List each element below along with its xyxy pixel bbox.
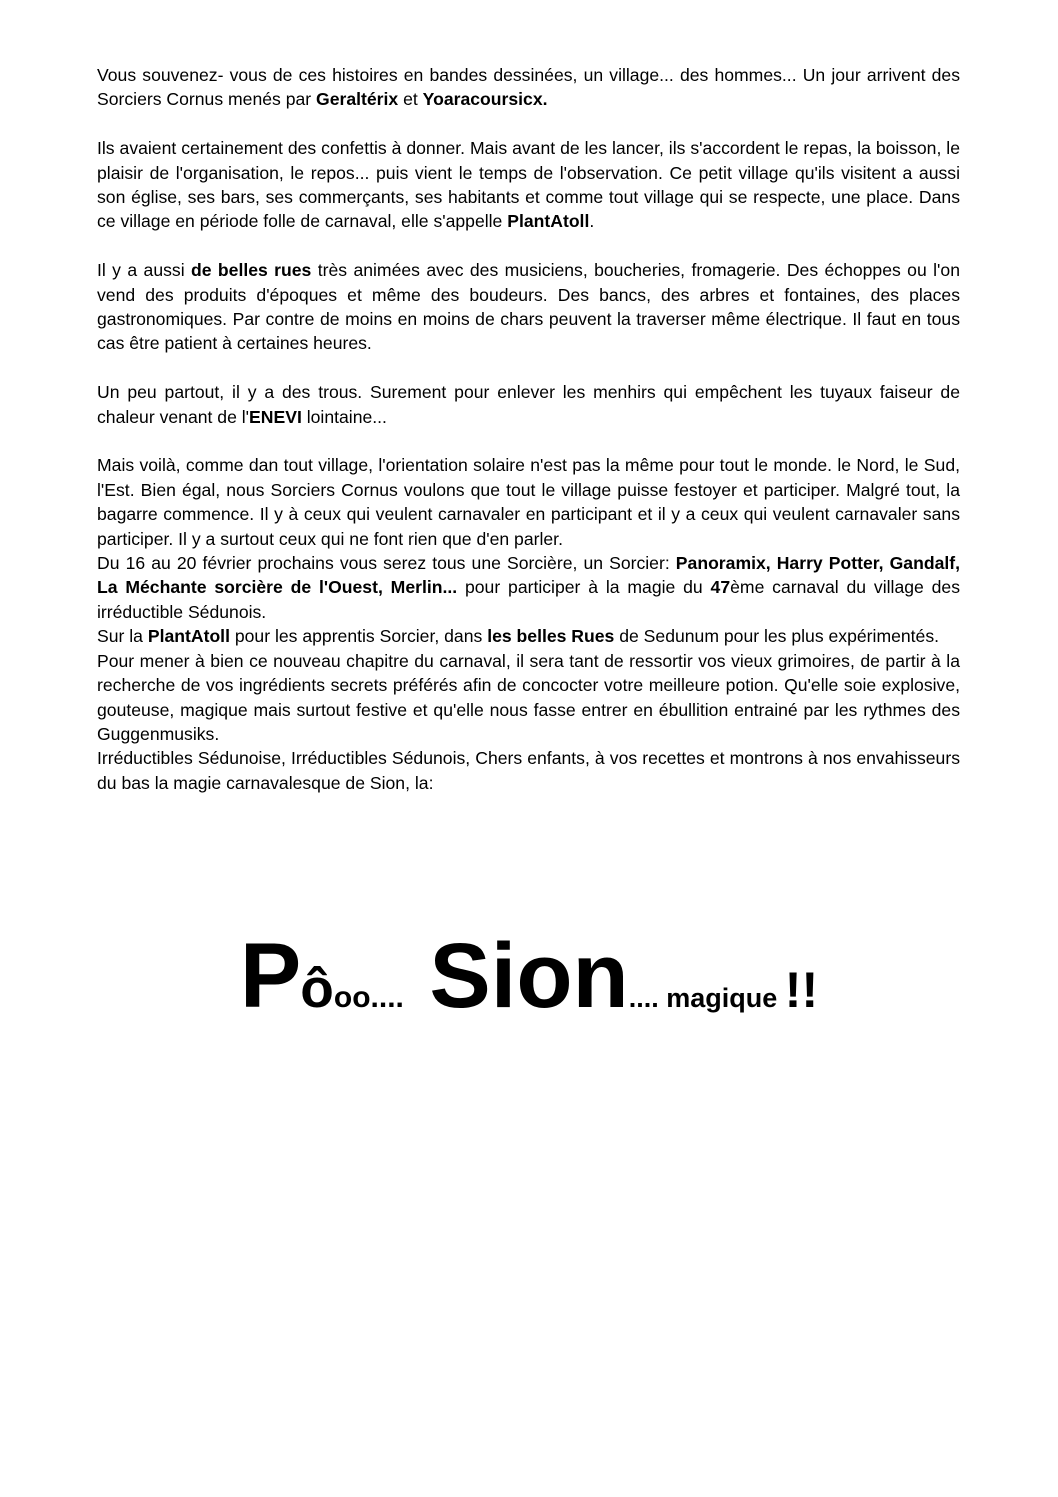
bold-enevi: ENEVI: [249, 406, 302, 427]
text-run: Il y a aussi: [97, 260, 191, 281]
text-run: pour participer à la magie du: [457, 577, 711, 598]
bold-plantatoll: PlantAtoll: [147, 626, 230, 647]
text-run: Sur la: [97, 626, 148, 647]
slogan-p: P: [239, 925, 301, 1027]
bold-plantatoll: PlantAtoll: [507, 211, 590, 232]
paragraph-lieux: [97, 624, 960, 648]
paragraph-rues: [97, 258, 960, 356]
text-run: ème carnaval du village des irréductible Sédunois.: [97, 577, 961, 622]
paragraph-intro: [97, 63, 960, 112]
paragraph-orientation: [97, 453, 960, 551]
text-run: Un peu partout, il y a des trous. Surement pour enlever les menhirs qui empêchent les tuyaux faiseur de chaleur venant de l': [97, 382, 960, 427]
text-run: très animées avec des musiciens, boucheries, fromagerie. Des échoppes ou l'on vend des produits d'époques et même des boudeurs. Des bancs, des arbres et fontaines, des places gastronomiques. Par contre de moins en moins de chars peuvent la traverser même électrique. Il faut en tous cas être patient à certaines heures.: [97, 260, 960, 354]
text-run: Irréductibles Sédunoise, Irréductibles Sédunois, Chers enfants, à vos recettes et montrons à nos envahisseurs du bas la magie carnavalesque de Sion, la:: [97, 748, 960, 793]
slogan-o-circumflex: ô: [300, 957, 334, 1019]
paragraph-dates: [97, 551, 960, 624]
paragraph-appel: [97, 746, 960, 795]
paragraph-potion: [97, 649, 960, 747]
body-text: [97, 63, 960, 795]
text-run: de Sedunum pour les plus expérimentés.: [614, 626, 940, 647]
bold-name-geralterix: Geraltérix: [316, 89, 399, 110]
text-run: Vous souvenez- vous de ces histoires en bandes dessinées, un village... des hommes... Un jour arrivent des Sorciers Cornus menés par: [97, 65, 960, 110]
bold-edition-number: 47: [710, 577, 731, 598]
bold-belles-rues: les belles Rues: [487, 626, 615, 647]
slogan-magique: .... magique: [628, 983, 785, 1013]
slogan-oo-dots: oo....: [333, 981, 404, 1014]
text-run: Ils avaient certainement des confettis à donner. Mais avant de les lancer, ils s'accordent le repas, la boisson, le plaisir de l'organisation, le repos... puis vient le temps de l'observation. Ce petit village qu'ils visitent a aussi son église, ses bars, ses commerçants, ses habitants et comme tout village qui se respecte, une place. Dans ce village en période folle de carnaval, elle s'appelle: [97, 138, 960, 232]
bold-belles-rues: de belles rues: [191, 260, 312, 281]
slogan-exclamation: !!: [784, 962, 819, 1018]
text-run: Pour mener à bien ce nouveau chapitre du carnaval, il sera tant de ressortir vos vieux grimoires, de partir à la recherche de vos ingrédients secrets préférés afin de concocter votre meilleure potion. Qu'elle soie explosive, gouteuse, magique mais surtout festive et qu'elle nous fasse entrer en ébullition entrainé par les rythmes des Guggenmusiks.: [97, 650, 960, 744]
text-run: .: [589, 211, 595, 232]
text-run: Du 16 au 20 février prochains vous serez tous une Sorcière, un Sorcier:: [97, 553, 676, 574]
text-run: lointaine...: [301, 406, 387, 427]
text-run: et: [398, 89, 423, 110]
text-run: Mais voilà, comme dan tout village, l'orientation solaire n'est pas la même pour tout le monde. le Nord, le Sud, l'Est. Bien égal, nous Sorciers Cornus voulons que tout le village puisse festoyer et participer. Malgré tout, la bagarre commence. Il y à ceux qui veulent carnavaler en participant et il y a ceux qui veulent carnavaler sans participer. Il y a surtout ceux qui ne font rien que d'en parler.: [97, 455, 960, 549]
slogan-title: [0, 925, 1058, 1027]
slogan-sion: Sion: [403, 925, 629, 1027]
bold-name-yoaracoursicx: Yoaracoursicx.: [422, 89, 548, 110]
paragraph-trous: [97, 380, 960, 429]
paragraph-village: [97, 136, 960, 234]
text-run: pour les apprentis Sorcier, dans: [229, 626, 488, 647]
bold-sorciers-list: Panoramix, Harry Potter, Gandalf, La Méchante sorcière de l'Ouest, Merlin...: [97, 553, 960, 598]
